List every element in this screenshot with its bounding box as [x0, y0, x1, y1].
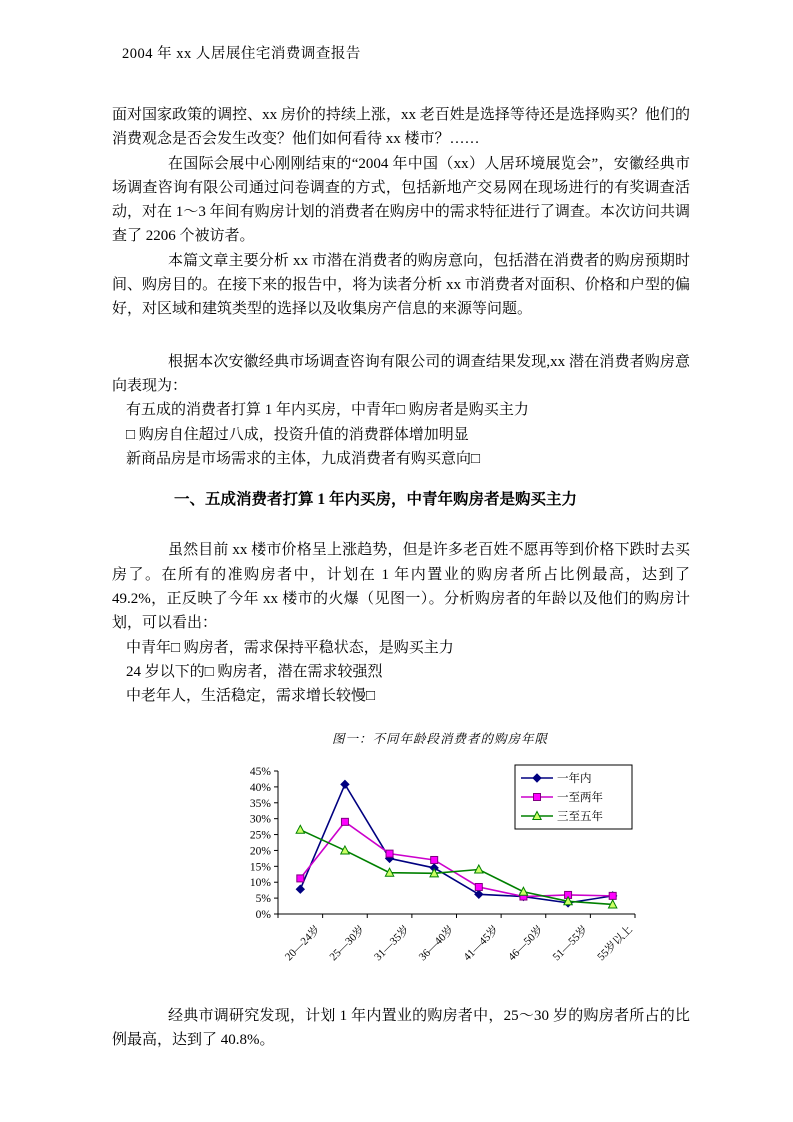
finding-item: 新商品房是市场需求的主体，九成消费者有购买意向□	[126, 450, 481, 467]
legend-marker	[534, 793, 541, 800]
document-header-title: 2004 年 xx 人居展住宅消费调查报告	[122, 46, 361, 62]
finding-item: 有五成的消费者打算 1 年内买房，中青年□ 购房者是购买主力	[126, 402, 529, 419]
y-tick-label: 15%	[249, 861, 271, 874]
x-category-label: 55岁以上	[595, 923, 635, 964]
data-point	[296, 885, 304, 893]
data-point	[386, 850, 393, 857]
paragraph-conclusion: 经典市调研究发现，计划 1 年内置业的购房者中，25～30 岁的购房者所占的比例最高，达到了 40.8%。	[112, 1007, 690, 1049]
x-category-label: 51—55岁	[550, 923, 591, 964]
y-tick-label: 25%	[249, 829, 271, 842]
observation-item: 24 岁以下的□ 购房者，潜在需求较强烈	[126, 663, 383, 680]
data-point	[341, 780, 349, 788]
x-category-label: 46—50岁	[506, 923, 546, 964]
y-tick-label: 5%	[255, 892, 271, 905]
data-point	[519, 887, 527, 895]
y-tick-label: 30%	[249, 813, 271, 826]
findings-bullet-list	[112, 398, 690, 471]
y-tick-label: 45%	[249, 765, 271, 778]
x-category-label: 36—40岁	[416, 923, 457, 964]
legend-label: 一至两年	[557, 791, 603, 804]
data-point	[341, 818, 348, 825]
figure-one	[230, 727, 690, 974]
paragraph-report-scope: 本篇文章主要分析 xx 市潜在消费者的购房意向，包括潜在消费者的购房预期时间、购房目的。在接下来的报告中，将为读者分析 xx 市消费者对面积、价格和户型的偏好，对区域和建筑类型的选择以及收集房产信息的来源等问题。	[112, 252, 690, 318]
y-tick-label: 40%	[249, 781, 271, 794]
age-purchase-horizon-line-chart	[230, 759, 690, 974]
paragraph-survey-background: 在国际会展中心刚刚结束的“2004 年中国（xx）人居环境展览会”，安徽经典市场调查咨询有限公司通过问卷调查的方式，包括新地产交易网在现场进行的有奖调查活动，对在 1～3 年间有购房计划的消费者在购房中的需求特征进行了调查。本次访问共调查了 2206 个被访者。	[112, 155, 690, 245]
legend-label: 一年内	[557, 772, 592, 785]
series-line-一至两年	[300, 822, 612, 897]
data-point	[431, 856, 438, 863]
paragraph-intro: 面对国家政策的调控、xx 房价的持续上涨，xx 老百姓是选择等待还是选择购买？他们的消费观念是否会发生改变？他们如何看待 xx 楼市？……	[112, 107, 690, 148]
data-point	[609, 892, 616, 899]
x-category-label: 31—35岁	[372, 923, 412, 964]
data-point	[475, 890, 483, 898]
legend-label: 三至五年	[557, 810, 603, 823]
observation-item: 中青年□ 购房者，需求保持平稳状态，是购买主力	[126, 639, 454, 656]
y-tick-label: 0%	[255, 908, 271, 921]
observation-item: 中老年人，生活稳定，需求增长较慢□	[126, 688, 376, 705]
y-tick-label: 35%	[249, 797, 271, 810]
age-observations-bullet-list	[112, 636, 690, 709]
document-body	[112, 103, 690, 1052]
finding-item: □ 购房自住超过八成，投资升值的消费群体增加明显	[126, 426, 469, 443]
data-point	[296, 825, 304, 833]
x-category-label: 41—45岁	[461, 923, 502, 964]
figure-one-caption: 图一：不同年龄段消费者的购房年限	[331, 731, 548, 746]
y-tick-label: 10%	[249, 877, 271, 890]
paragraph-section-one-analysis: 虽然目前 xx 楼市价格呈上涨趋势，但是许多老百姓不愿再等到价格下跌时去买房了。在所有的准购房者中，计划在 1 年内置业的购房者所占比例最高，达到了 49.2%，正反映了今年 xx 楼市的火爆（见图一）。分析购房者的年龄以及他们的购房计划，可以看出：	[112, 542, 690, 632]
data-point	[475, 883, 482, 890]
x-category-label: 25—30岁	[327, 923, 368, 964]
x-category-label: 20—24岁	[282, 923, 323, 964]
data-point	[297, 875, 304, 882]
section-heading-one: 一、五成消费者打算 1 年内买房，中青年购房者是购买主力	[174, 491, 578, 509]
y-tick-label: 20%	[249, 845, 271, 858]
paragraph-findings-lead: 根据本次安徽经典市场调查咨询有限公司的调查结果发现,xx 潜在消费者购房意向表现为：	[112, 353, 690, 394]
